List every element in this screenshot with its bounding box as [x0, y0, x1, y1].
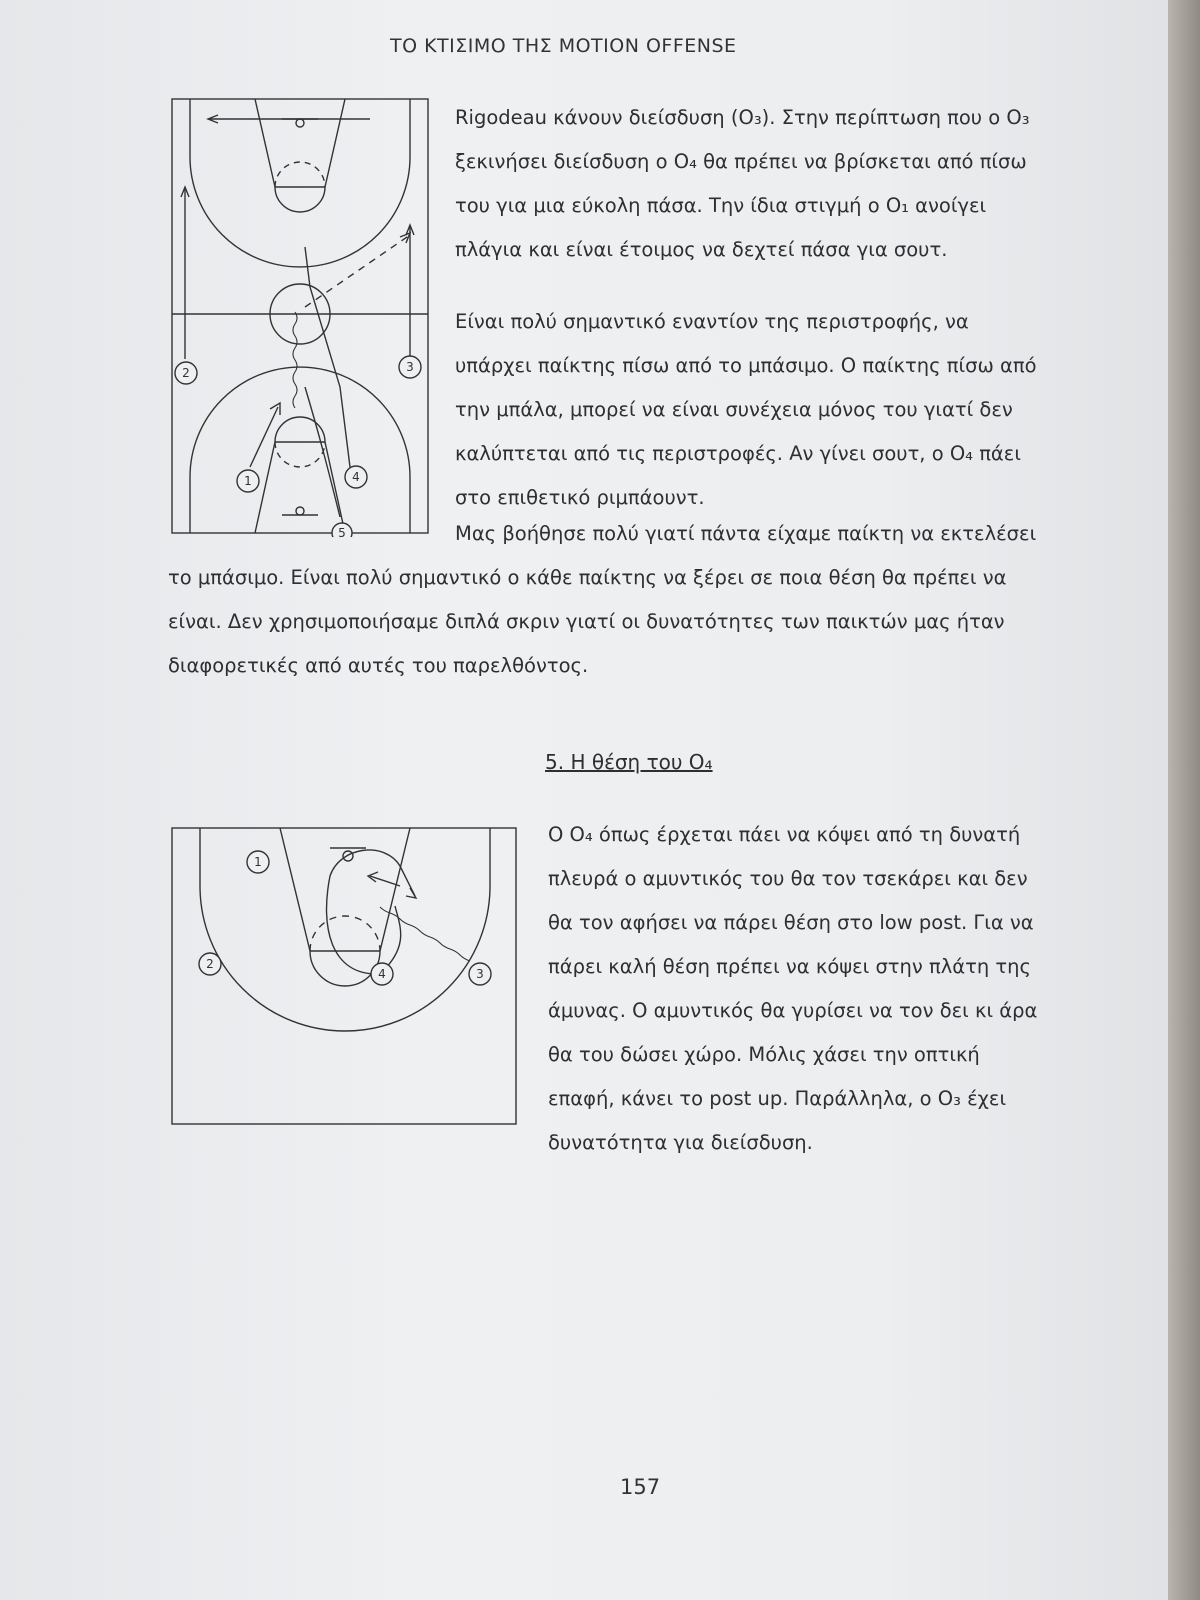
player-3-label: 3 [406, 360, 414, 374]
player-markers [175, 356, 421, 537]
paragraph-4-line: άμυνας. Ο αμυντικός θα γυρίσει να τον δει κι άρα [548, 999, 1038, 1022]
paragraph-3-first-line [455, 512, 1105, 556]
player-3-label: 3 [476, 967, 484, 981]
paragraph-3 [168, 556, 1105, 688]
paragraph-2 [455, 300, 1105, 520]
paragraph-2-line: υπάρχει παίκτης πίσω από το μπάσιμο. Ο παίκτης πίσω από [455, 354, 1037, 377]
paragraph-3-line: διαφορετικές από αυτές του παρελθόντος. [168, 654, 589, 677]
paragraph-4-line: πάρει καλή θέση πρέπει να κόψει στην πλάτη της [548, 955, 1031, 978]
paragraph-4-line: Ο O₄ όπως έρχεται πάει να κόψει από τη δυνατή [548, 823, 1021, 846]
paragraph-1-line: πλάγια και είναι έτοιμος να δεχτεί πάσα για σουτ. [455, 238, 948, 261]
full-court-svg [170, 97, 432, 537]
paragraph-3-line: το μπάσιμο. Είναι πολύ σημαντικό ο κάθε παίκτης να ξέρει σε ποια θέση θα πρέπει να [168, 566, 1007, 589]
player-1-label: 1 [254, 855, 262, 869]
half-court-diagram [170, 826, 520, 1128]
book-edge [1168, 0, 1200, 1600]
paragraph-1-line: του για μια εύκολη πάσα. Την ίδια στιγμή ο O₁ ανοίγει [455, 194, 987, 217]
half-court-svg [170, 826, 520, 1128]
player-2-label: 2 [206, 957, 214, 971]
paragraph-4-line: πλευρά ο αμυντικός του θα τον τσεκάρει και δεν [548, 867, 1028, 890]
paragraph-2-line: την μπάλα, μπορεί να είναι συνέχεια μόνος του γιατί δεν [455, 398, 1013, 421]
running-header: ΤΟ ΚΤΙΣΙΜΟ ΤΗΣ MOTION OFFENSE [390, 35, 737, 57]
player-2-label: 2 [182, 366, 190, 380]
page-number: 157 [620, 1475, 661, 1499]
paragraph-4-line: θα του δώσει χώρο. Μόλις χάσει την οπτική [548, 1043, 980, 1066]
paragraph-4-line: θα τον αφήσει να πάρει θέση στο low post. Για να [548, 911, 1034, 934]
paragraph-2-line: στο επιθετικό ριμπάουντ. [455, 486, 705, 509]
paragraph-4-line: επαφή, κάνει το post up. Παράλληλα, ο O₃ έχει [548, 1087, 1007, 1110]
paragraph-4-line: δυνατότητα για διείσδυση. [548, 1131, 813, 1154]
player-5-label: 5 [338, 526, 346, 537]
player-1-label: 1 [244, 474, 252, 488]
paragraph-1-line: Rigodeau κάνουν διείσδυση (O₃). Στην περίπτωση που ο O₃ [455, 106, 1030, 129]
paragraph-1 [455, 96, 1105, 272]
full-court-diagram [170, 97, 432, 537]
paragraph-2-line: καλύπτεται από τις περιστροφές. Αν γίνει σουτ, ο O₄ πάει [455, 442, 1021, 465]
section-heading: 5. Η θέση του O₄ [545, 750, 713, 774]
player-4-label: 4 [378, 967, 386, 981]
paragraph-3-line: είναι. Δεν χρησιμοποιήσαμε διπλά σκριν γιατί οι δυνατότητες των παικτών μας ήταν [168, 610, 1005, 633]
player-4-label: 4 [352, 470, 360, 484]
paragraph-2-line: Είναι πολύ σημαντικό εναντίον της περιστροφής, να [455, 310, 969, 333]
player-markers-2 [199, 851, 491, 985]
paragraph-1-line: ξεκινήσει διείσδυση ο O₄ θα πρέπει να βρίσκεται από πίσω [455, 150, 1027, 173]
paragraph-3-line: Μας βοήθησε πολύ γιατί πάντα είχαμε παίκτη να εκτελέσει [455, 522, 1037, 545]
paragraph-4 [548, 813, 1105, 1165]
